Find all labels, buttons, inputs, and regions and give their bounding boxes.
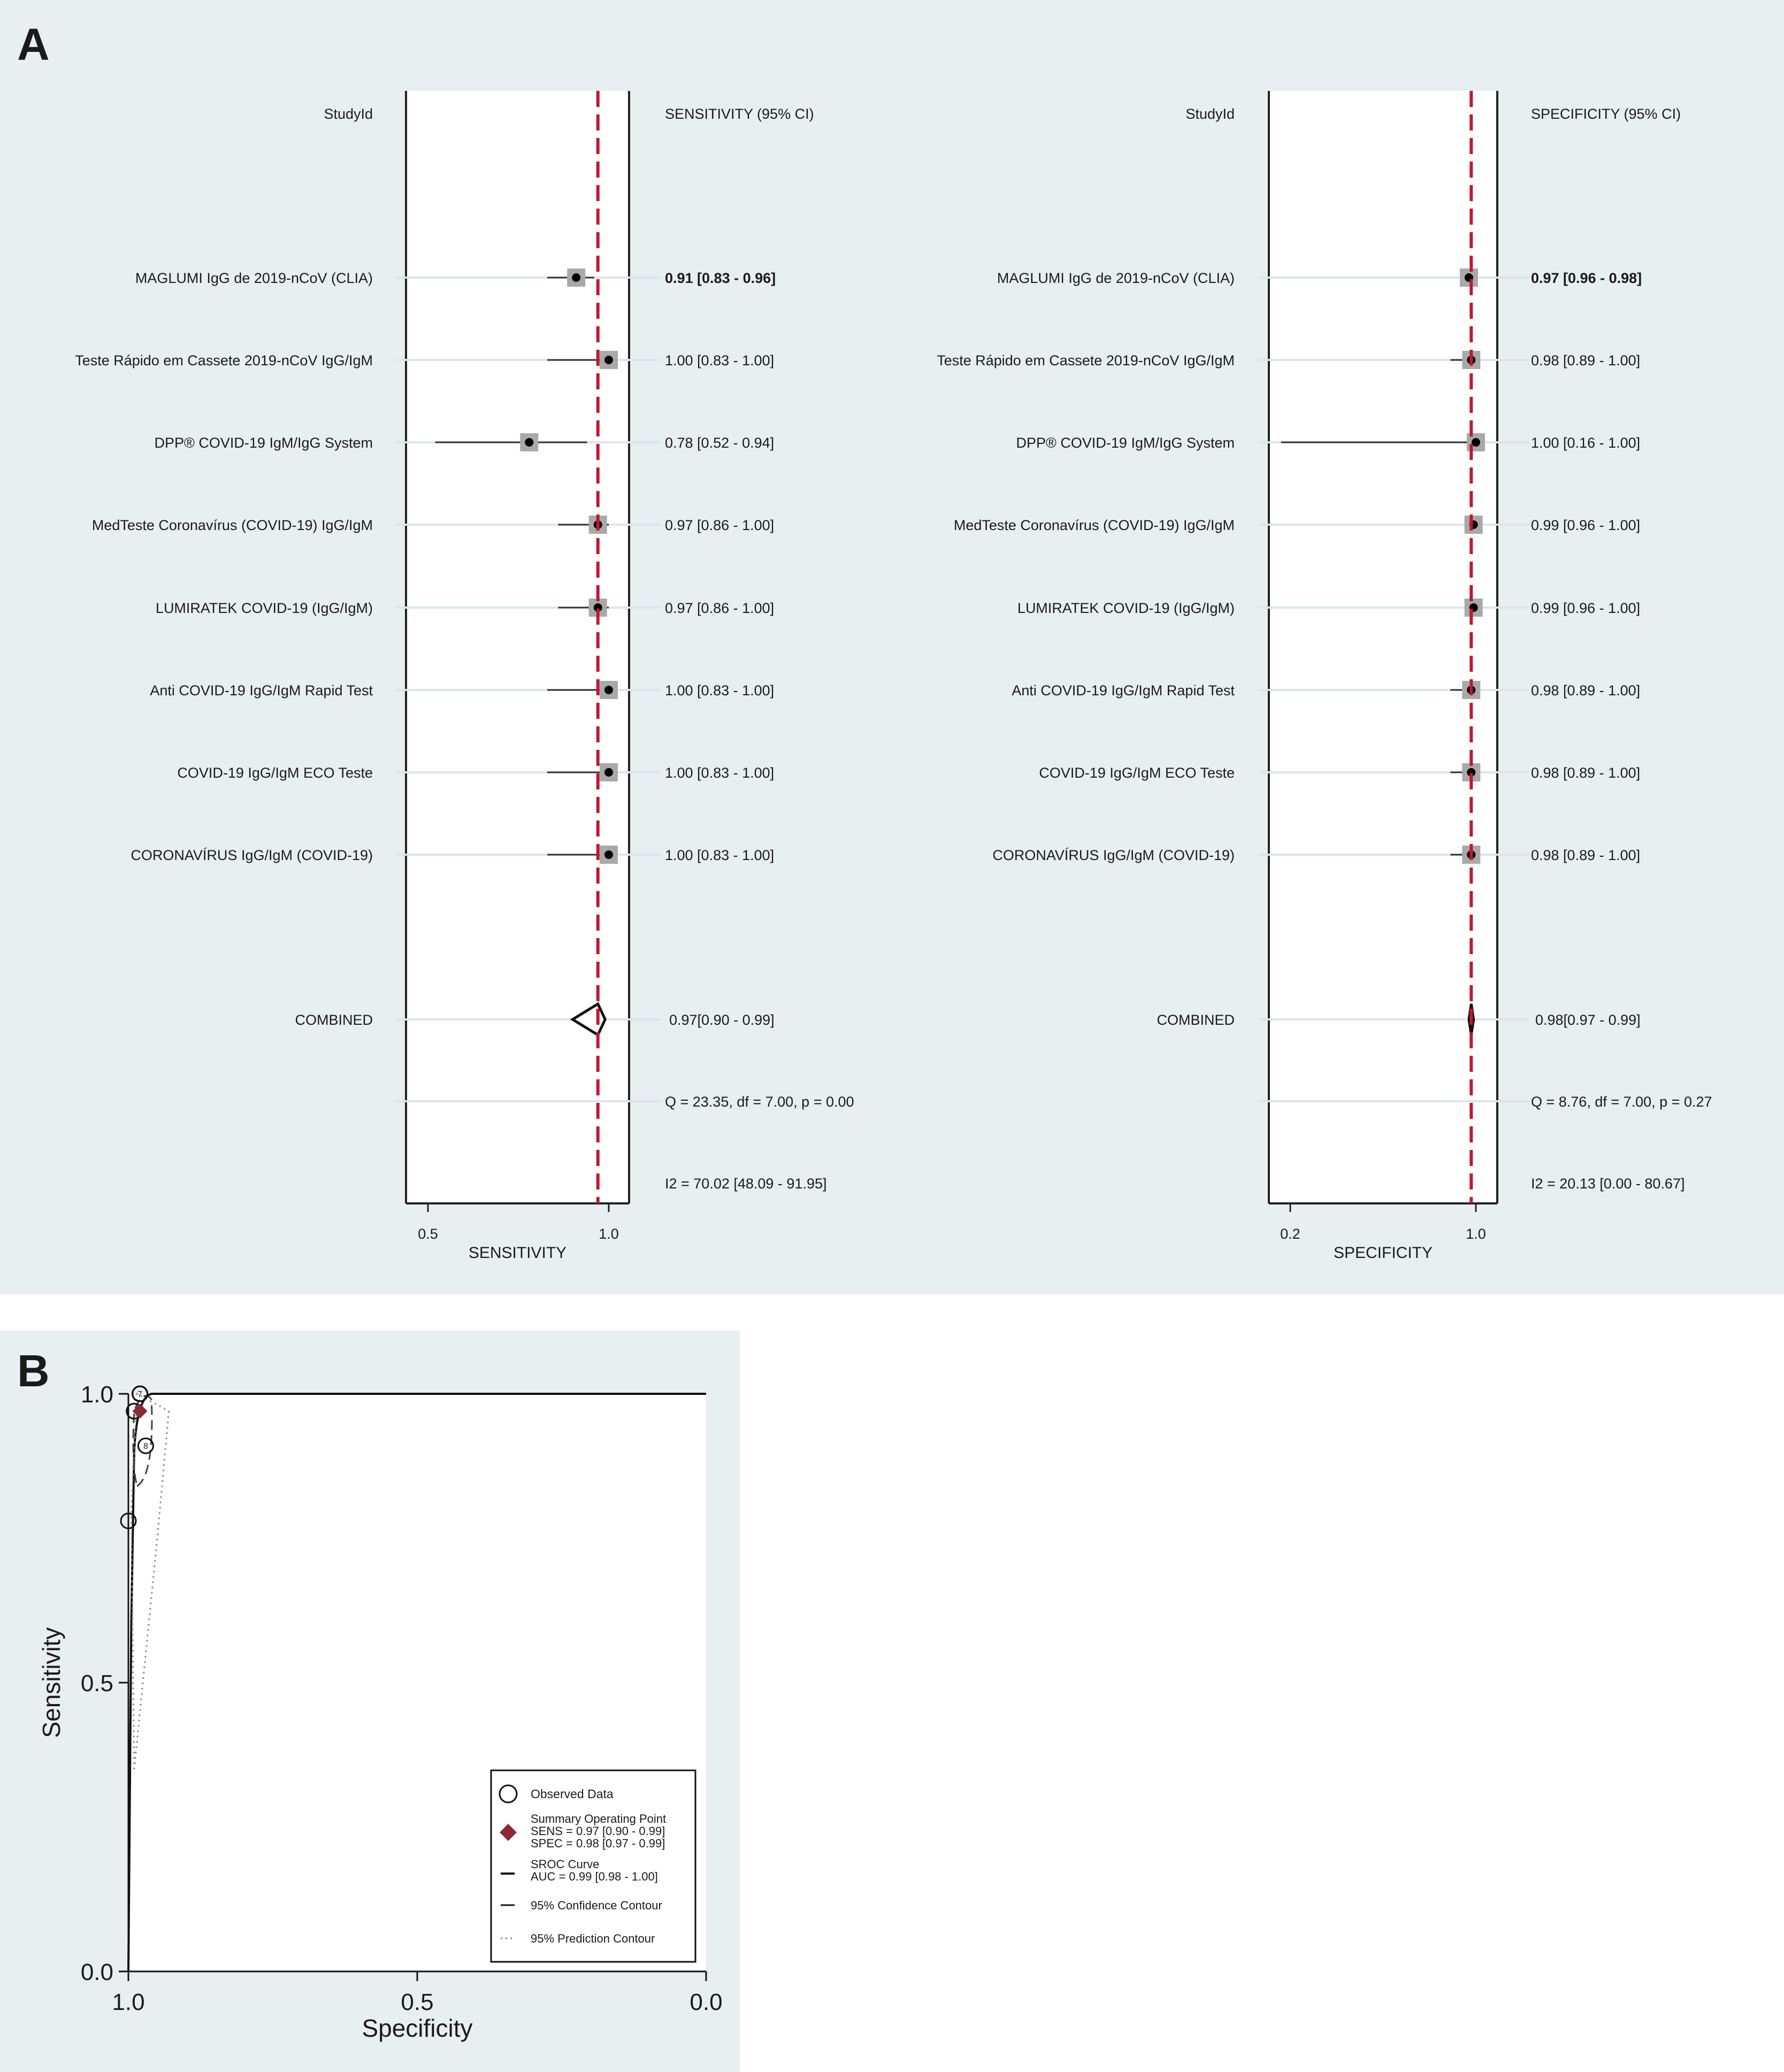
spec-study-name: Teste Rápido em Cassete 2019-nCoV IgG/IgM <box>937 352 1235 369</box>
sens-value-header: SENSITIVITY (95% CI) <box>665 106 814 122</box>
spec-study-value: 0.99 [0.96 - 1.00] <box>1531 600 1641 616</box>
sens-study-value: 0.97 [0.86 - 1.00] <box>665 600 775 616</box>
spec-point-estimate <box>1472 438 1480 447</box>
spec-combined-name: COMBINED <box>1157 1012 1235 1028</box>
sens-point-estimate <box>604 356 613 364</box>
panel-a-letter: A <box>17 19 50 70</box>
sens-tick-label: 1.0 <box>599 1226 619 1242</box>
sens-study-value: 0.91 [0.83 - 0.96] <box>665 270 776 286</box>
sens-study-name: Anti COVID-19 IgG/IgM Rapid Test <box>150 682 373 699</box>
sens-study-value: 1.00 [0.83 - 1.00] <box>665 847 775 863</box>
spec-combined-value: 0.98[0.97 - 0.99] <box>1535 1012 1641 1028</box>
sens-study-name: Teste Rápido em Cassete 2019-nCoV IgG/IgM <box>75 352 373 369</box>
spec-study-name: MAGLUMI IgG de 2019-nCoV (CLIA) <box>997 270 1235 286</box>
spec-heterogeneity-i2: I2 = 20.13 [0.00 - 80.67] <box>1531 1176 1685 1192</box>
sens-study-name: LUMIRATEK COVID-19 (IgG/IgM) <box>155 600 373 616</box>
sens-combined-name: COMBINED <box>295 1012 373 1028</box>
sens-point-estimate <box>604 768 613 777</box>
legend-summary-label: Summary Operating Point <box>531 1812 667 1825</box>
spec-study-name: Anti COVID-19 IgG/IgM Rapid Test <box>1012 682 1235 699</box>
sens-study-value: 1.00 [0.83 - 1.00] <box>665 765 775 781</box>
spec-tick-label: 0.2 <box>1280 1226 1300 1242</box>
sens-study-value: 1.00 [0.83 - 1.00] <box>665 682 775 699</box>
spec-axis-label: SPECIFICITY <box>1333 1244 1433 1262</box>
legend-sroc-label: SROC Curve <box>531 1858 600 1871</box>
sroc-x-tick-label: 1.0 <box>112 1989 145 2015</box>
legend-sens-label: SENS = 0.97 [0.90 - 0.99] <box>531 1824 665 1838</box>
sroc-y-axis-label: Sensitivity <box>37 1627 65 1738</box>
sens-study-name: DPP® COVID-19 IgM/IgG System <box>154 435 373 451</box>
legend-confidence-label: 95% Confidence Contour <box>531 1899 662 1912</box>
sens-point-estimate <box>604 686 613 694</box>
sens-study-name: COVID-19 IgG/IgM ECO Teste <box>177 765 373 781</box>
spec-study-name: CORONAVÍRUS IgG/IgM (COVID-19) <box>992 847 1235 863</box>
sens-point-estimate <box>525 438 533 447</box>
sroc-y-tick-label: 0.0 <box>80 1959 113 1985</box>
spec-tick-label: 1.0 <box>1466 1226 1486 1242</box>
sens-study-name: MedTeste Coronavírus (COVID-19) IgG/IgM <box>91 517 373 533</box>
sens-study-value: 1.00 [0.83 - 1.00] <box>665 352 775 369</box>
spec-value-header: SPECIFICITY (95% CI) <box>1531 106 1681 122</box>
legend-spec-label: SPEC = 0.98 [0.97 - 0.99] <box>531 1837 665 1850</box>
sroc-observed-point-label: 7 <box>137 1390 143 1399</box>
sens-study-value: 0.97 [0.86 - 1.00] <box>665 517 775 533</box>
spec-study-value: 0.97 [0.96 - 0.98] <box>1531 270 1642 286</box>
sroc-y-tick-label: 1.0 <box>80 1382 113 1408</box>
sens-point-estimate <box>604 850 613 859</box>
sens-plot-area <box>406 91 629 1203</box>
spec-study-value: 0.98 [0.89 - 1.00] <box>1531 682 1641 699</box>
spec-study-value: 0.98 [0.89 - 1.00] <box>1531 765 1641 781</box>
sens-study-header: StudyId <box>324 106 373 122</box>
sens-study-value: 0.78 [0.52 - 0.94] <box>665 435 775 451</box>
sens-axis-label: SENSITIVITY <box>468 1244 567 1262</box>
spec-study-header: StudyId <box>1185 106 1235 122</box>
spec-study-value: 0.99 [0.96 - 1.00] <box>1531 517 1641 533</box>
spec-study-name: MedTeste Coronavírus (COVID-19) IgG/IgM <box>953 517 1235 533</box>
spec-study-name: LUMIRATEK COVID-19 (IgG/IgM) <box>1017 600 1235 616</box>
sens-heterogeneity-q: Q = 23.35, df = 7.00, p = 0.00 <box>665 1094 854 1110</box>
sens-heterogeneity-i2: I2 = 70.02 [48.09 - 91.95] <box>665 1176 827 1192</box>
sroc-x-tick-label: 0.0 <box>690 1989 723 2015</box>
sens-study-name: MAGLUMI IgG de 2019-nCoV (CLIA) <box>135 270 373 286</box>
sens-tick-label: 0.5 <box>418 1226 438 1242</box>
panel-b-letter: B <box>17 1346 50 1396</box>
spec-study-value: 0.98 [0.89 - 1.00] <box>1531 352 1641 369</box>
spec-plot-area <box>1269 91 1497 1203</box>
legend-observed-label: Observed Data <box>531 1787 614 1801</box>
spec-heterogeneity-q: Q = 8.76, df = 7.00, p = 0.27 <box>1531 1094 1712 1110</box>
sroc-y-tick-label: 0.5 <box>80 1670 113 1697</box>
sens-study-name: CORONAVÍRUS IgG/IgM (COVID-19) <box>131 847 373 863</box>
sroc-observed-point-label: 8 <box>143 1442 148 1452</box>
sens-combined-value: 0.97[0.90 - 0.99] <box>669 1012 775 1028</box>
legend-auc-label: AUC = 0.99 [0.98 - 1.00] <box>531 1870 658 1883</box>
spec-study-value: 1.00 [0.16 - 1.00] <box>1531 435 1641 451</box>
sens-point-estimate <box>572 273 580 282</box>
spec-study-name: DPP® COVID-19 IgM/IgG System <box>1016 435 1235 451</box>
legend-prediction-label: 95% Prediction Contour <box>531 1932 655 1945</box>
sroc-x-axis-label: Specificity <box>362 2014 473 2042</box>
spec-study-value: 0.98 [0.89 - 1.00] <box>1531 847 1641 863</box>
sroc-x-tick-label: 0.5 <box>401 1989 434 2015</box>
spec-study-name: COVID-19 IgG/IgM ECO Teste <box>1039 765 1235 781</box>
